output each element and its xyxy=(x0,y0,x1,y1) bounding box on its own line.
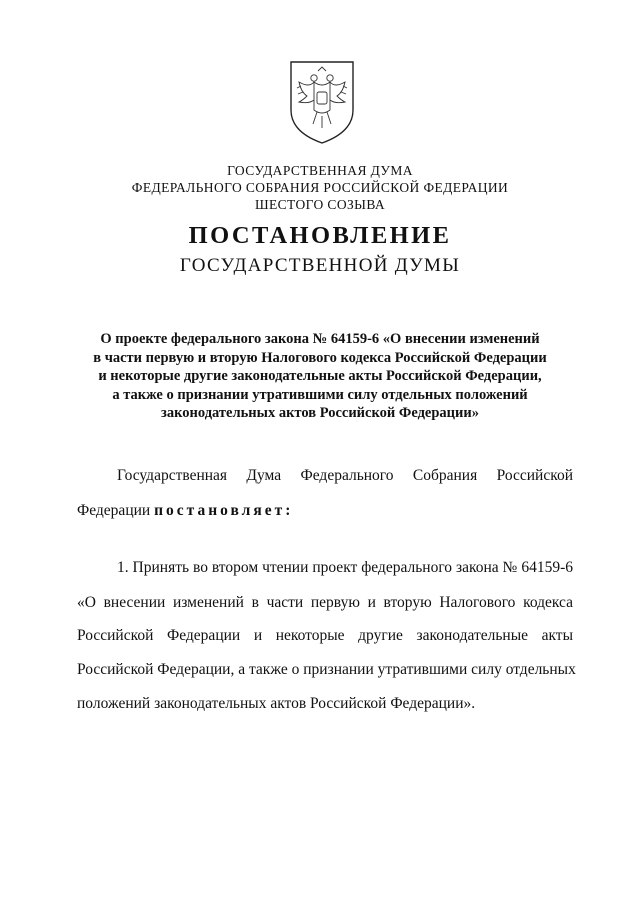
issuer-header xyxy=(0,162,640,213)
clause-line: положений законодательных актов Российской Федерации». xyxy=(77,695,476,712)
preamble-text: Федерации xyxy=(77,502,155,519)
subject-line: законодательных актов Российской Федерации» xyxy=(161,405,479,421)
header-line-assembly: ФЕДЕРАЛЬНОГО СОБРАНИЯ РОССИЙСКОЙ ФЕДЕРАЦИИ xyxy=(131,180,509,195)
clause-line: «О внесении изменений в части первую и вторую Налогового кодекса xyxy=(77,594,573,611)
document-subject xyxy=(60,330,580,423)
subject-line: а также о признании утратившими силу отдельных положений xyxy=(112,386,528,403)
document-subtitle: ГОСУДАРСТВЕННОЙ ДУМЫ xyxy=(179,255,461,276)
clause-line: 1. Принять во втором чтении проект федерального закона № 64159-6 xyxy=(117,559,573,576)
preamble-line xyxy=(77,502,293,520)
clause-line: Российской Федерации, а также о признании утратившими силу отдельных xyxy=(77,661,576,678)
header-line-duma: ГОСУДАРСТВЕННАЯ ДУМА xyxy=(227,163,413,178)
subject-line: О проекте федерального закона № 64159-6 «О внесении изменений xyxy=(100,331,540,347)
clause-line: Российской Федерации и некоторые другие законодательные акты xyxy=(77,627,573,644)
subject-line: и некоторые другие законодательные акты Российской Федерации, xyxy=(98,368,542,384)
document-title: ПОСТАНОВЛЕНИЕ xyxy=(188,222,452,249)
resolves-emphasis: постановляет: xyxy=(154,502,294,519)
header-line-convocation: ШЕСТОГО СОЗЫВА xyxy=(254,197,386,212)
state-emblem-icon xyxy=(287,58,357,146)
subject-line: в части первую и вторую Налогового кодекса Российской Федерации xyxy=(93,349,547,366)
preamble-line: Государственная Дума Федерального Собрания Российской xyxy=(117,467,573,484)
